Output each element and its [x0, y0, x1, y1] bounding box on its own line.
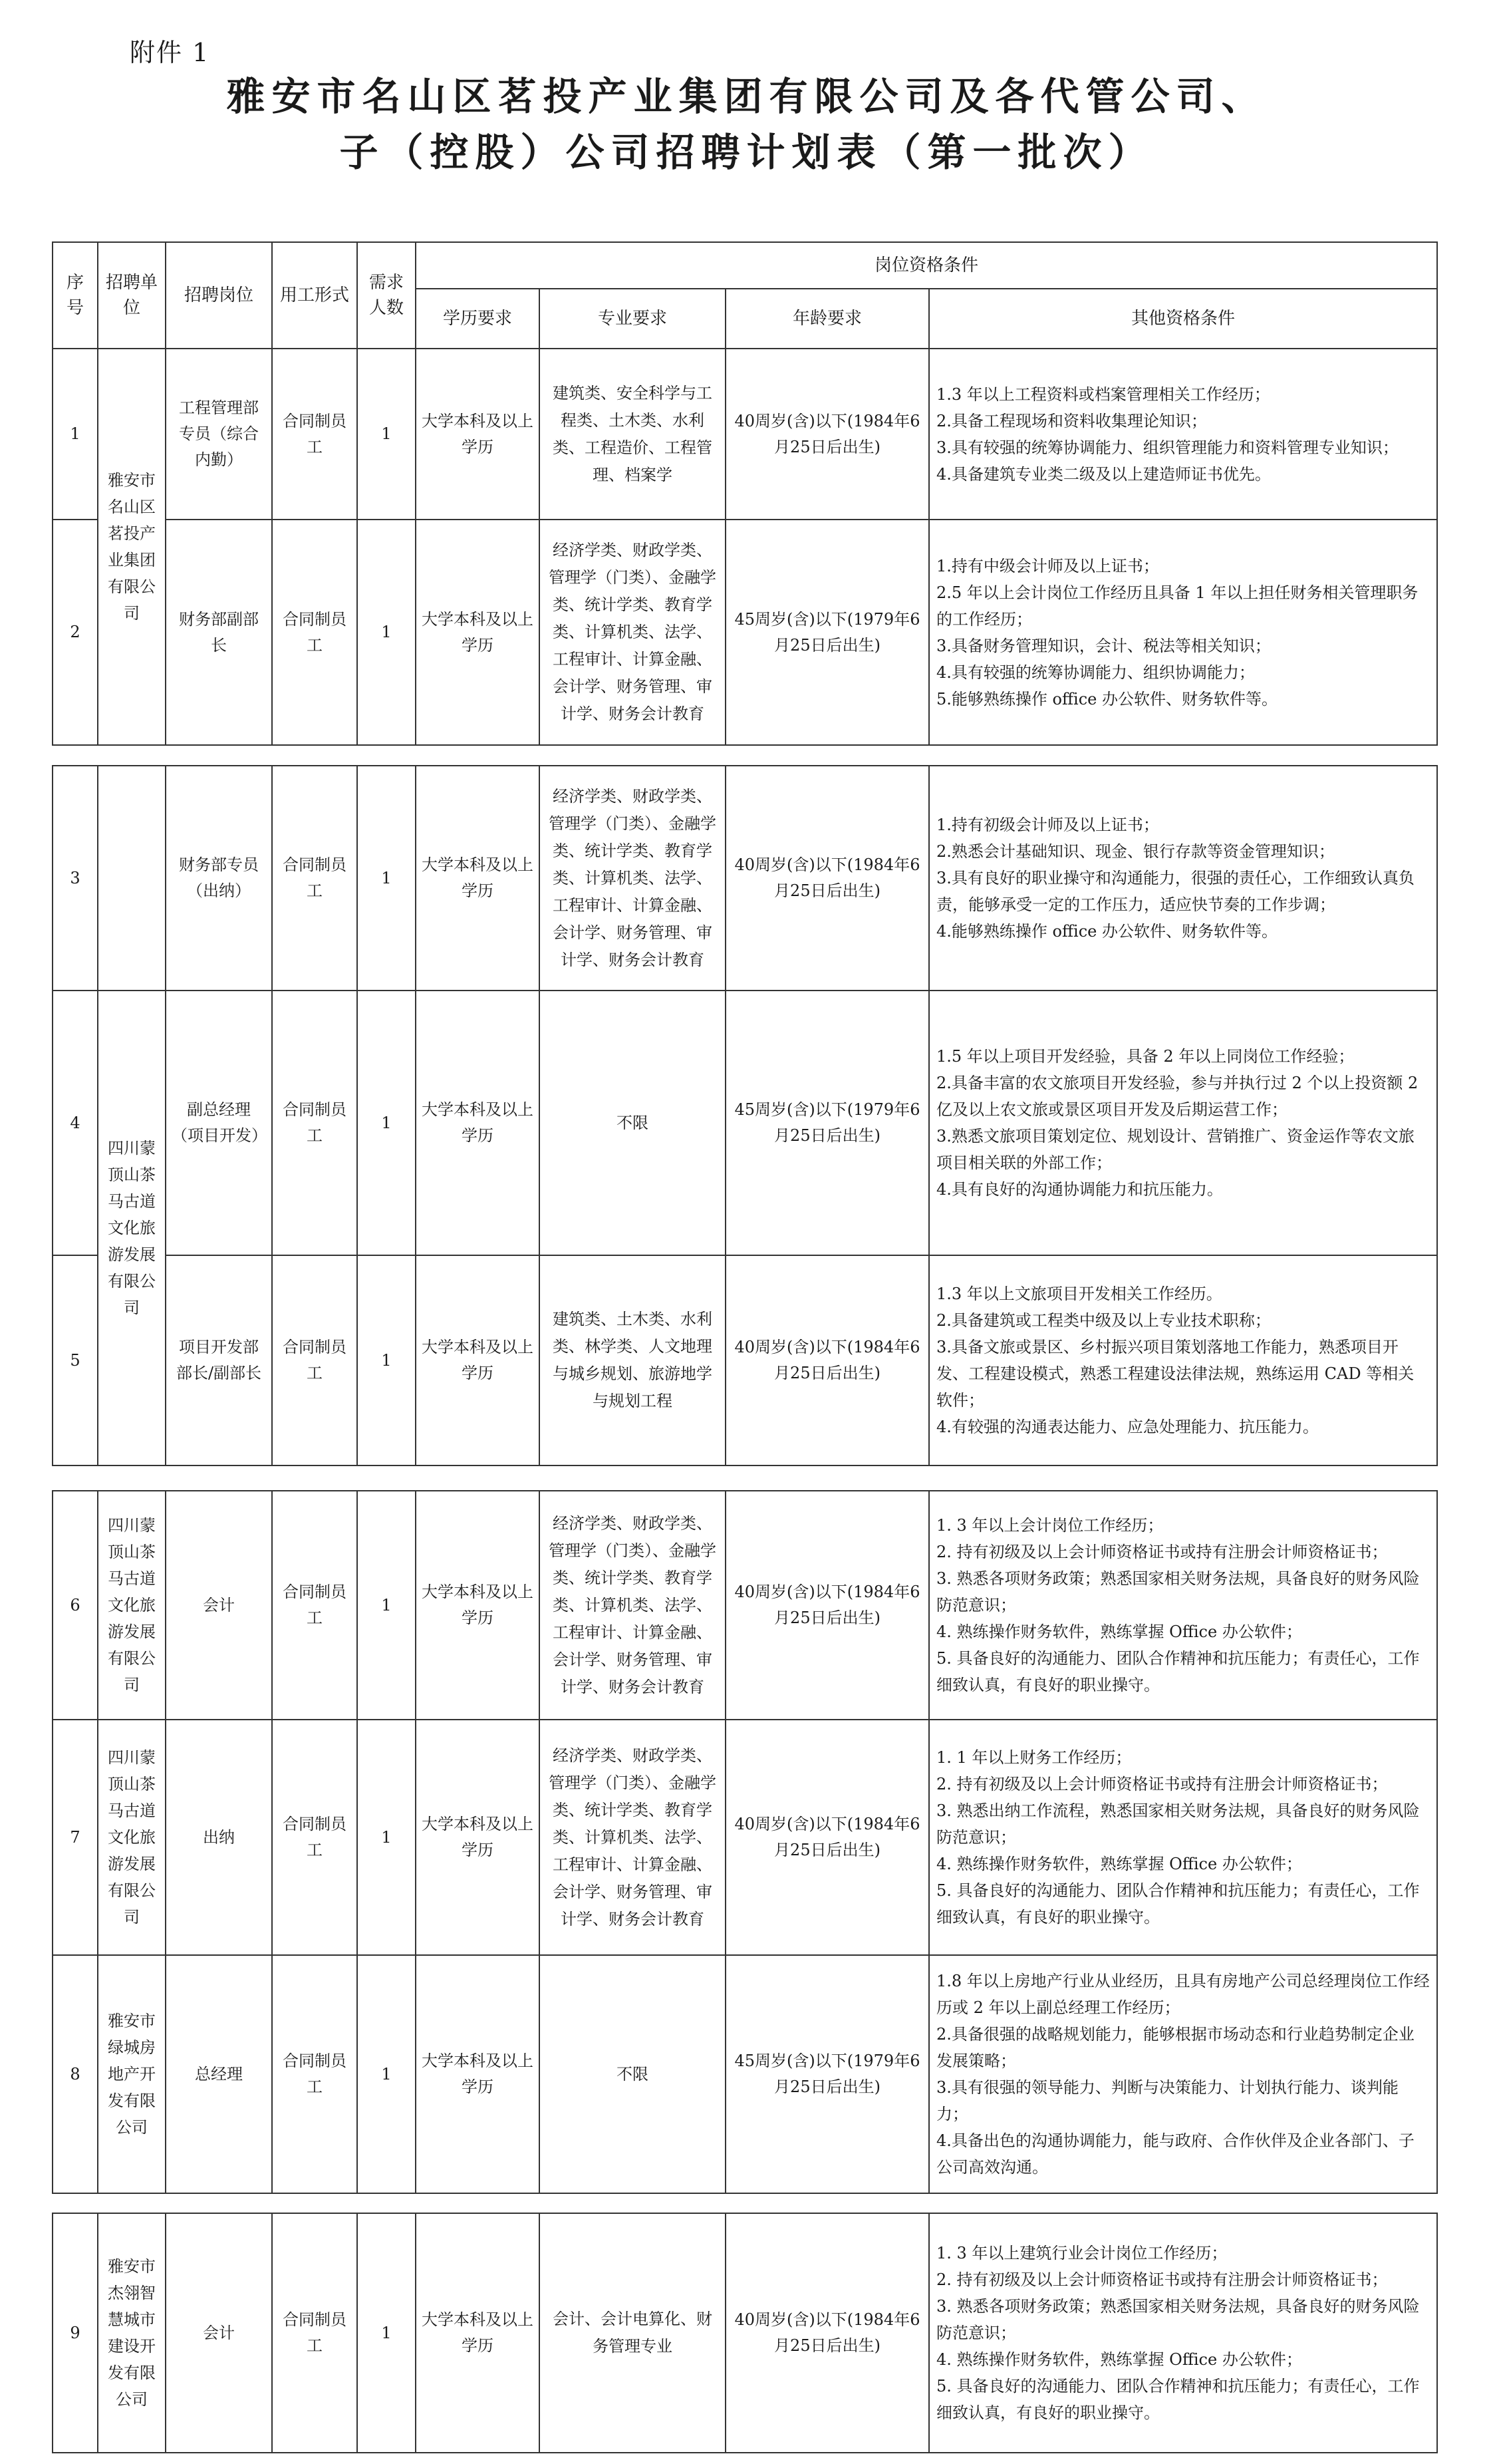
cell-education: 大学本科及以上学历 — [416, 766, 539, 991]
cell-requirements: 1.持有初级会计师及以上证书； 2.熟悉会计基础知识、现金、银行存款等资金管理知识； 3.具有良好的职业操守和沟通能力，很强的责任心，工作细致认真负责，能够承受一定的工作压力，适应快节奏的工作步调； 4.能够熟练操作 office 办公软件、财务软件等。 — [929, 766, 1437, 991]
cell-employment: 合同制员工 — [272, 1955, 357, 2193]
cell-position: 副总经理（项目开发） — [166, 991, 272, 1255]
header-education: 学历要求 — [416, 289, 539, 349]
cell-no: 3 — [53, 766, 98, 991]
cell-age: 45周岁(含)以下(1979年6月25日后出生) — [726, 1955, 929, 2193]
cell-no: 7 — [53, 1720, 98, 1955]
cell-employment: 合同制员工 — [272, 2213, 357, 2453]
cell-major: 建筑类、土木类、水利类、林学类、人文地理与城乡规划、旅游地学与规划工程 — [539, 1255, 726, 1465]
cell-no: 9 — [53, 2213, 98, 2453]
cell-unit: 雅安市名山区茗投产业集团有限公司 — [98, 349, 166, 745]
cell-major: 不限 — [539, 1955, 726, 2193]
cell-count: 1 — [357, 520, 416, 745]
cell-education: 大学本科及以上学历 — [416, 520, 539, 745]
table-row — [53, 349, 1437, 520]
cell-unit: 四川蒙顶山茶马古道文化旅游发展有限公司 — [98, 1720, 166, 1955]
header-qualifications: 岗位资格条件 — [416, 242, 1437, 289]
header-other: 其他资格条件 — [929, 289, 1437, 349]
cell-count: 1 — [357, 1955, 416, 2193]
cell-education: 大学本科及以上学历 — [416, 2213, 539, 2453]
cell-age: 40周岁(含)以下(1984年6月25日后出生) — [726, 349, 929, 520]
cell-no: 2 — [53, 520, 98, 745]
recruitment-table-section-2 — [52, 765, 1438, 1466]
cell-count: 1 — [357, 349, 416, 520]
cell-employment: 合同制员工 — [272, 520, 357, 745]
cell-education: 大学本科及以上学历 — [416, 1255, 539, 1465]
cell-no: 6 — [53, 1491, 98, 1720]
cell-employment: 合同制员工 — [272, 1255, 357, 1465]
cell-requirements: 1.3 年以上文旅项目开发相关工作经历。 2.具备建筑或工程类中级及以上专业技术职称； 3.具备文旅或景区、乡村振兴项目策划落地工作能力，熟悉项目开发、工程建设模式，熟悉工程建设法律法规，熟练运用 CAD 等相关软件； 4.有较强的沟通表达能力、应急处理能力、抗压能力。 — [929, 1255, 1437, 1465]
cell-count: 1 — [357, 991, 416, 1255]
cell-count: 1 — [357, 766, 416, 991]
cell-major: 不限 — [539, 991, 726, 1255]
cell-major: 经济学类、财政学类、管理学（门类）、金融学类、统计学类、教育学类、计算机类、法学、工程审计、计算金融、会计学、财务管理、审计学、财务会计教育 — [539, 766, 726, 991]
header-no: 序号 — [53, 242, 98, 349]
table-row — [53, 991, 1437, 1255]
cell-no: 5 — [53, 1255, 98, 1465]
cell-requirements: 1.8 年以上房地产行业从业经历，且具有房地产公司总经理岗位工作经历或 2 年以上副总经理工作经历； 2.具备很强的战略规划能力，能够根据市场动态和行业趋势制定企业发展策略； 3.具有很强的领导能力、判断与决策能力、计划执行能力、谈判能力； 4.具备出色的沟通协调能力，能与政府、合作伙伴及企业各部门、子公司高效沟通。 — [929, 1955, 1437, 2193]
attachment-label: 附件 1 — [130, 38, 210, 67]
cell-employment: 合同制员工 — [272, 1491, 357, 1720]
cell-major: 会计、会计电算化、财务管理专业 — [539, 2213, 726, 2453]
cell-age: 45周岁(含)以下(1979年6月25日后出生) — [726, 991, 929, 1255]
cell-no: 1 — [53, 349, 98, 520]
cell-requirements: 1. 3 年以上会计岗位工作经历； 2. 持有初级及以上会计师资格证书或持有注册会计师资格证书； 3. 熟悉各项财务政策；熟悉国家相关财务法规，具备良好的财务风险防范意识； 4. 熟练操作财务软件，熟练掌握 Office 办公软件； 5. 具备良好的沟通能力、团队合作精神和抗压能力；有责任心，工作细致认真，有良好的职业操守。 — [929, 1491, 1437, 1720]
cell-unit: 四川蒙顶山茶马古道文化旅游发展有限公司 — [98, 991, 166, 1465]
cell-age: 40周岁(含)以下(1984年6月25日后出生) — [726, 1720, 929, 1955]
cell-no: 8 — [53, 1955, 98, 2193]
cell-age: 40周岁(含)以下(1984年6月25日后出生) — [726, 2213, 929, 2453]
cell-position: 财务部专员（出纳） — [166, 766, 272, 991]
cell-requirements: 1.3 年以上工程资料或档案管理相关工作经历； 2.具备工程现场和资料收集理论知识； 3.具有较强的统筹协调能力、组织管理能力和资料管理专业知识； 4.具备建筑专业类二级及以上建造师证书优先。 — [929, 349, 1437, 520]
cell-position: 出纳 — [166, 1720, 272, 1955]
cell-count: 1 — [357, 2213, 416, 2453]
cell-no: 4 — [53, 991, 98, 1255]
cell-unit-empty — [98, 766, 166, 991]
cell-requirements: 1.持有中级会计师及以上证书； 2.5 年以上会计岗位工作经历且具备 1 年以上担任财务相关管理职务的工作经历； 3.具备财务管理知识，会计、税法等相关知识； 4.具有较强的统筹协调能力、组织协调能力； 5.能够熟练操作 office 办公软件、财务软件等。 — [929, 520, 1437, 745]
cell-major: 经济学类、财政学类、管理学（门类）、金融学类、统计学类、教育学类、计算机类、法学、工程审计、计算金融、会计学、财务管理、审计学、财务会计教育 — [539, 1491, 726, 1720]
page-title-line2: 子（控股）公司招聘计划表（第一批次） — [339, 130, 1154, 175]
cell-position: 总经理 — [166, 1955, 272, 2193]
cell-employment: 合同制员工 — [272, 991, 357, 1255]
table-row — [53, 1255, 1437, 1465]
cell-age: 40周岁(含)以下(1984年6月25日后出生) — [726, 766, 929, 991]
cell-position: 工程管理部专员（综合内勤） — [166, 349, 272, 520]
cell-major: 建筑类、安全科学与工程类、土木类、水利类、工程造价、工程管理、档案学 — [539, 349, 726, 520]
cell-requirements: 1. 3 年以上建筑行业会计岗位工作经历； 2. 持有初级及以上会计师资格证书或持有注册会计师资格证书； 3. 熟悉各项财务政策；熟悉国家相关财务法规，具备良好的财务风险防范意识； 4. 熟练操作财务软件，熟练掌握 Office 办公软件； 5. 具备良好的沟通能力、团队合作精神和抗压能力；有责任心，工作细致认真，有良好的职业操守。 — [929, 2213, 1437, 2453]
cell-age: 40周岁(含)以下(1984年6月25日后出生) — [726, 1255, 929, 1465]
cell-position: 项目开发部部长/副部长 — [166, 1255, 272, 1465]
header-unit: 招聘单位 — [98, 242, 166, 349]
cell-age: 45周岁(含)以下(1979年6月25日后出生) — [726, 520, 929, 745]
header-employment: 用工形式 — [272, 242, 357, 349]
cell-education: 大学本科及以上学历 — [416, 1491, 539, 1720]
header-age: 年龄要求 — [726, 289, 929, 349]
header-position: 招聘岗位 — [166, 242, 272, 349]
cell-requirements: 1.5 年以上项目开发经验，具备 2 年以上同岗位工作经验； 2.具备丰富的农文旅项目开发经验，参与并执行过 2 个以上投资额 2 亿及以上农文旅或景区项目开发及后期运营工作； 3.熟悉文旅项目策划定位、规划设计、营销推广、资金运作等农文旅项目相关联的外部工作； 4.具有良好的沟通协调能力和抗压能力。 — [929, 991, 1437, 1255]
cell-position: 会计 — [166, 1491, 272, 1720]
table-row — [53, 1720, 1437, 1955]
recruitment-table-section-4 — [52, 2213, 1438, 2453]
cell-age: 40周岁(含)以下(1984年6月25日后出生) — [726, 1491, 929, 1720]
cell-unit: 四川蒙顶山茶马古道文化旅游发展有限公司 — [98, 1491, 166, 1720]
cell-education: 大学本科及以上学历 — [416, 349, 539, 520]
table-row — [53, 766, 1437, 991]
table-row — [53, 1491, 1437, 1720]
cell-major: 经济学类、财政学类、管理学（门类）、金融学类、统计学类、教育学类、计算机类、法学、工程审计、计算金融、会计学、财务管理、审计学、财务会计教育 — [539, 520, 726, 745]
cell-position: 会计 — [166, 2213, 272, 2453]
table-row — [53, 520, 1437, 745]
page-title-line1: 雅安市名山区茗投产业集团有限公司及各代管公司、 — [226, 74, 1267, 119]
cell-count: 1 — [357, 1720, 416, 1955]
cell-position: 财务部副部长 — [166, 520, 272, 745]
cell-education: 大学本科及以上学历 — [416, 991, 539, 1255]
cell-count: 1 — [357, 1491, 416, 1720]
cell-education: 大学本科及以上学历 — [416, 1720, 539, 1955]
cell-unit: 雅安市杰翎智慧城市建设开发有限公司 — [98, 2213, 166, 2453]
cell-requirements: 1. 1 年以上财务工作经历； 2. 持有初级及以上会计师资格证书或持有注册会计师资格证书； 3. 熟悉出纳工作流程，熟悉国家相关财务法规，具备良好的财务风险防范意识； 4. 熟练操作财务软件，熟练掌握 Office 办公软件； 5. 具备良好的沟通能力、团队合作精神和抗压能力；有责任心，工作细致认真，有良好的职业操守。 — [929, 1720, 1437, 1955]
table-row — [53, 2213, 1437, 2453]
cell-employment: 合同制员工 — [272, 766, 357, 991]
cell-count: 1 — [357, 1255, 416, 1465]
table-row — [53, 1955, 1437, 2193]
cell-education: 大学本科及以上学历 — [416, 1955, 539, 2193]
header-major: 专业要求 — [539, 289, 726, 349]
cell-employment: 合同制员工 — [272, 349, 357, 520]
recruitment-table-section-1 — [52, 241, 1438, 746]
cell-unit: 雅安市绿城房地产开发有限公司 — [98, 1955, 166, 2193]
header-count: 需求人数 — [357, 242, 416, 349]
cell-major: 经济学类、财政学类、管理学（门类）、金融学类、统计学类、教育学类、计算机类、法学、工程审计、计算金融、会计学、财务管理、审计学、财务会计教育 — [539, 1720, 726, 1955]
cell-employment: 合同制员工 — [272, 1720, 357, 1955]
recruitment-table-section-3 — [52, 1490, 1438, 2194]
